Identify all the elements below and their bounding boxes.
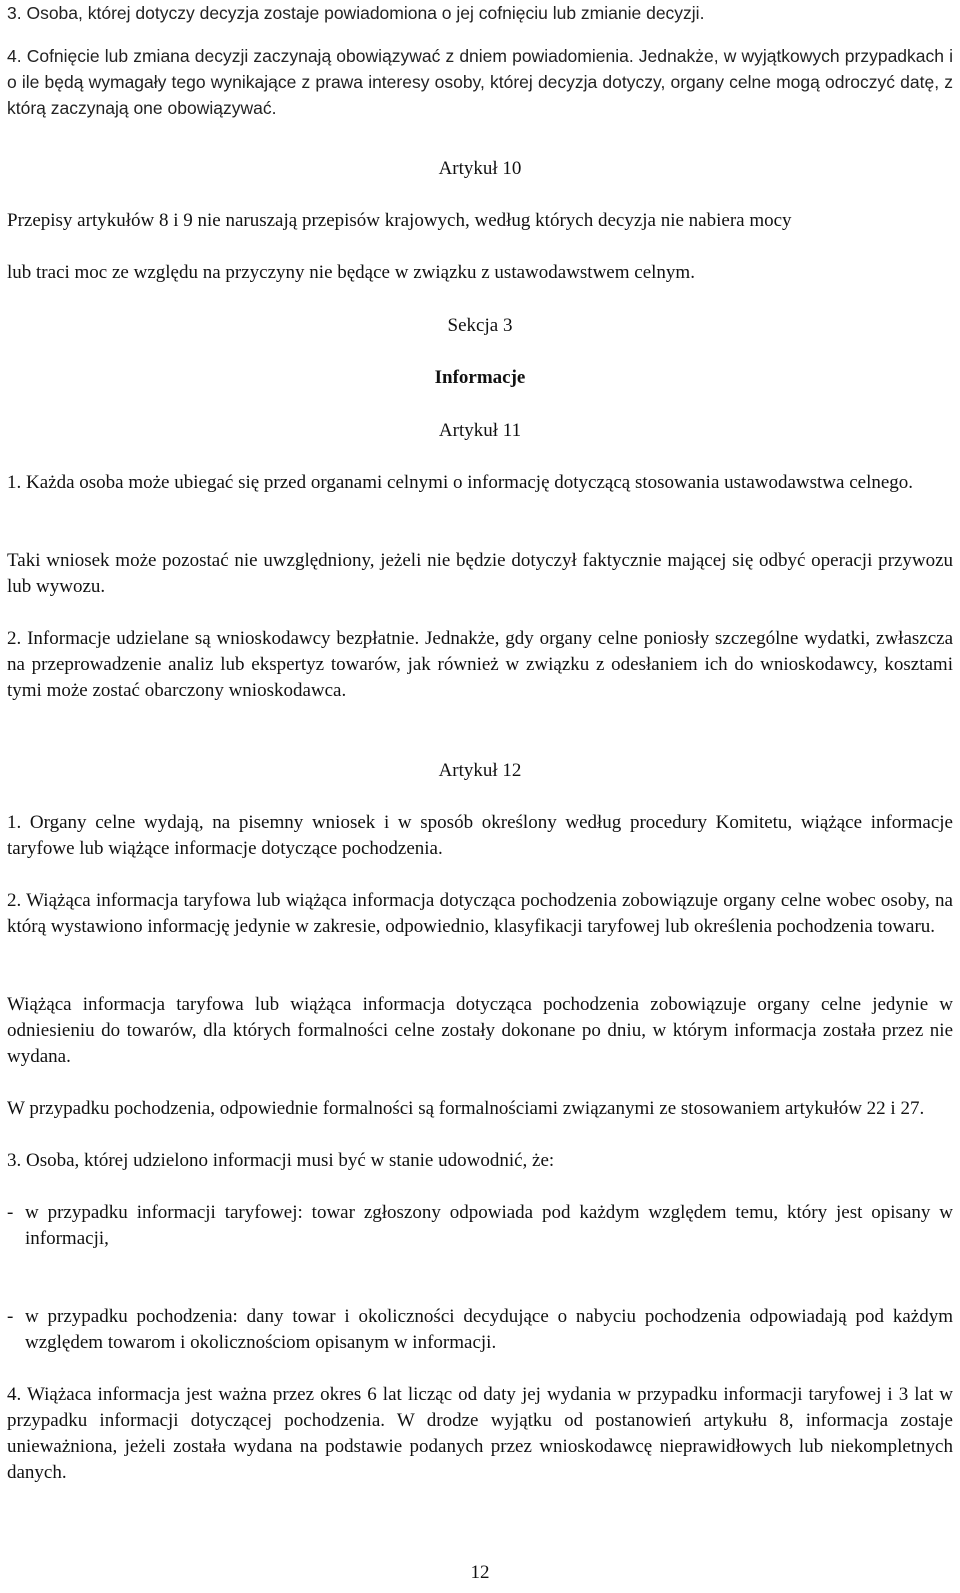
art12-paragraph-4: 4. Wiążaca informacja jest ważna przez okres 6 lat licząc od daty jej wydania w przypadku informacji taryfowej i 3 lat w przypadku informacji dotyczącej pochodzenia. W drodze wyjątku od postanowień artykułu 8, informacja zostaje unieważniona, jeżeli została wydana na podstawie podanych przez wnioskodawcę nieprawidłowych lub niekompletnych danych. (7, 1384, 953, 1483)
art12-dash-item-1 (7, 1200, 953, 1252)
art12-dash-item-2 (7, 1304, 953, 1356)
dash-marker: - (7, 1202, 14, 1223)
art10-text-line2: lub traci moc ze względu na przyczyny nie będące w związku z ustawodawstwem celnym. (7, 262, 695, 283)
art12-paragraph-2: 2. Wiążąca informacja taryfowa lub wiążąca informacja dotycząca pochodzenia zobowiązuje organy celne wobec osoby, na którą wystawiono informację jedynie w zakresie, odpowiednio, klasyfikacji taryfowej lub określenia pochodzenia towaru. (7, 890, 953, 937)
art11-paragraph-1b: Taki wniosek może pozostać nie uwzględniony, jeżeli nie będzie dotyczył faktycznie mającej się odbyć operacji przywozu lub wywozu. (7, 550, 953, 597)
section-label: Sekcja 3 (447, 315, 513, 336)
art12-paragraph-3: 3. Osoba, której udzielono informacji musi być w stanie udowodnić, że: (7, 1150, 555, 1171)
art9-paragraph-4: 4. Cofnięcie lub zmiana decyzji zaczynają obowiązywać z dniem powiadomienia. Jednakże, w wyjątkowych przypadkach i o ile będą wymagały tego wynikające z prawa interesy osoby, której decyzja dotyczy, organy celne mogą odroczyć datę, z którą zaczynają one obowiązywać. (7, 46, 953, 118)
art12-heading: Artykuł 12 (438, 760, 522, 781)
art11-paragraph-2: 2. Informacje udzielane są wnioskodawcy bezpłatnie. Jednakże, gdy organy celne poniosły szczególne wydatki, zwłaszcza na przeprowadzenie analiz lub ekspertyz towarów, jak również w związku z odesłaniem ich do wnioskodawcy, kosztami tymi może zostać obarczony wnioskodawca. (7, 628, 953, 701)
dash-item-text: w przypadku pochodzenia: dany towar i okoliczności decydujące o nabyciu pochodzenia odpowiadają pod każdym względem towarom i okolicznościom opisanym w informacji. (25, 1306, 953, 1353)
art9-paragraph-3: 3. Osoba, której dotyczy decyzja zostaje powiadomiona o jej cofnięciu lub zmianie decyzji. (7, 3, 705, 23)
dash-item-text: w przypadku informacji taryfowej: towar zgłoszony odpowiada pod każdym względem temu, który jest opisany w informacji, (25, 1202, 953, 1249)
art12-paragraph-2b: Wiążąca informacja taryfowa lub wiążąca informacja dotycząca pochodzenia zobowiązuje organy celne jedynie w odniesieniu do towarów, dla których formalności celne zostały dokonane po dniu, w którym informacja została przez nie wydana. (7, 994, 953, 1067)
art12-paragraph-2c: W przypadku pochodzenia, odpowiednie formalności są formalnościami związanymi ze stosowaniem artykułów 22 i 27. (7, 1098, 925, 1119)
section-title: Informacje (434, 367, 526, 388)
art11-paragraph-1: 1. Każda osoba może ubiegać się przed organami celnymi o informację dotyczącą stosowania ustawodawstwa celnego. (7, 472, 914, 493)
page-number: 12 (470, 1562, 490, 1583)
dash-marker: - (7, 1306, 14, 1327)
art10-heading: Artykuł 10 (438, 158, 522, 179)
art12-paragraph-1: 1. Organy celne wydają, na pisemny wniosek i w sposób określony według procedury Komitetu, wiążące informacje taryfowe lub wiążące informacje dotyczące pochodzenia. (7, 812, 953, 859)
art10-text-line1: Przepisy artykułów 8 i 9 nie naruszają przepisów krajowych, według których decyzja nie nabiera mocy (7, 210, 792, 231)
art11-heading: Artykuł 11 (438, 420, 522, 441)
